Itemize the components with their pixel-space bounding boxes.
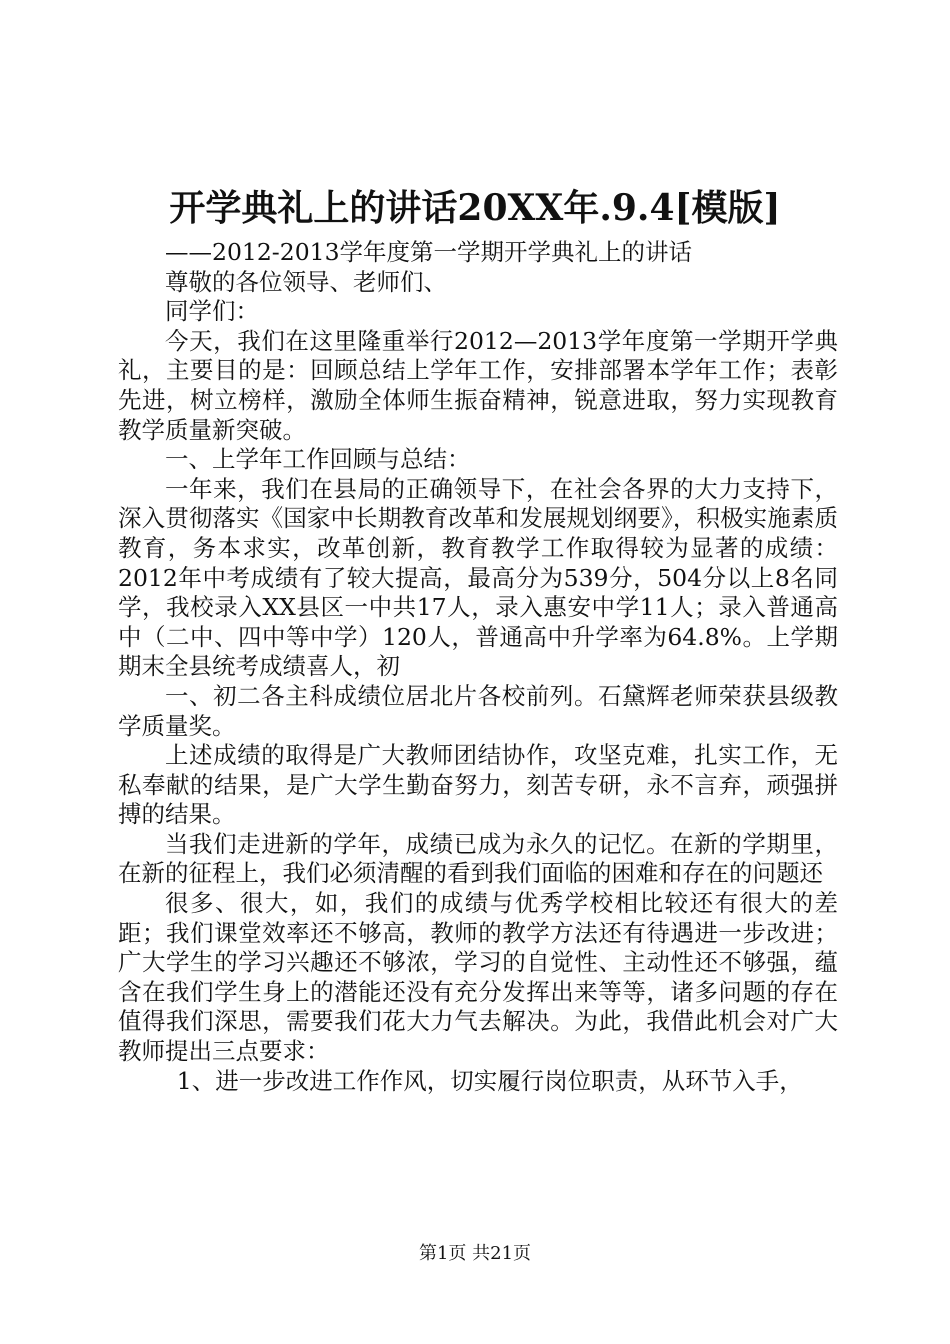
paragraph: 上述成绩的取得是广大教师团结协作，攻坚克难，扎实工作，无私奉献的结果，是广大学生勤奋努力，刻苦专研，永不言弃，顽强拼搏的结果。 [118, 741, 838, 829]
salutation-line: 尊敬的各位领导、老师们、 [165, 267, 447, 296]
document-body [118, 238, 838, 1096]
section-heading: 一、上学年工作回顾与总结： [165, 445, 471, 474]
list-item: 1、进一步改进工作作风，切实履行岗位职责，从环节入手， [176, 1066, 803, 1095]
subtitle-line: ——2012-2013学年度第一学期开学典礼上的讲话 [165, 238, 693, 266]
document-title: 开学典礼上的讲话20XX年.9.4[模版] [169, 187, 781, 229]
salutation-line: 同学们： [165, 297, 259, 326]
paragraph: 今天，我们在这里隆重举行2012—2013学年度第一学期开学典礼，主要目的是：回顾总结上学年工作，安排部署本学年工作；表彰先进，树立榜样，激励全体师生振奋精神，锐意进取，努力实现教育教学质量新突破。 [118, 326, 838, 444]
paragraph: 当我们走进新的学年，成绩已成为永久的记忆。在新的学期里，在新的征程上，我们必须清醒的看到我们面临的困难和存在的问题还 [118, 829, 838, 888]
paragraph: 很多、很大，如，我们的成绩与优秀学校相比较还有很大的差距；我们课堂效率还不够高，教师的教学方法还有待遇进一步改进；广大学生的学习兴趣还不够浓，学习的自觉性、主动性还不够强，蕴含在我们学生身上的潜能还没有充分发挥出来等等，诸多问题的存在值得我们深思，需要我们花大力气去解决。为此，我借此机会对广大教师提出三点要求： [118, 889, 838, 1066]
paragraph: 一、初二各主科成绩位居北片各校前列。石黛辉老师荣获县级教学质量奖。 [118, 681, 838, 740]
paragraph: 一年来，我们在县局的正确领导下，在社会各界的大力支持下，深入贯彻落实《国家中长期教育改革和发展规划纲要》，积极实施素质教育，务本求实，改革创新，教育教学工作取得较为显著的成绩：2012年中考成绩有了较大提高，最高分为539分，504分以上8名同学，我校录入XX县区一中共17人，录入惠安中学11人；录入普通高中（二中、四中等中学）120人，普通高中升学率为64.8%。上学期期末全县统考成绩喜人，初 [118, 474, 838, 681]
page-footer: 第1页 共21页 [418, 1243, 532, 1264]
